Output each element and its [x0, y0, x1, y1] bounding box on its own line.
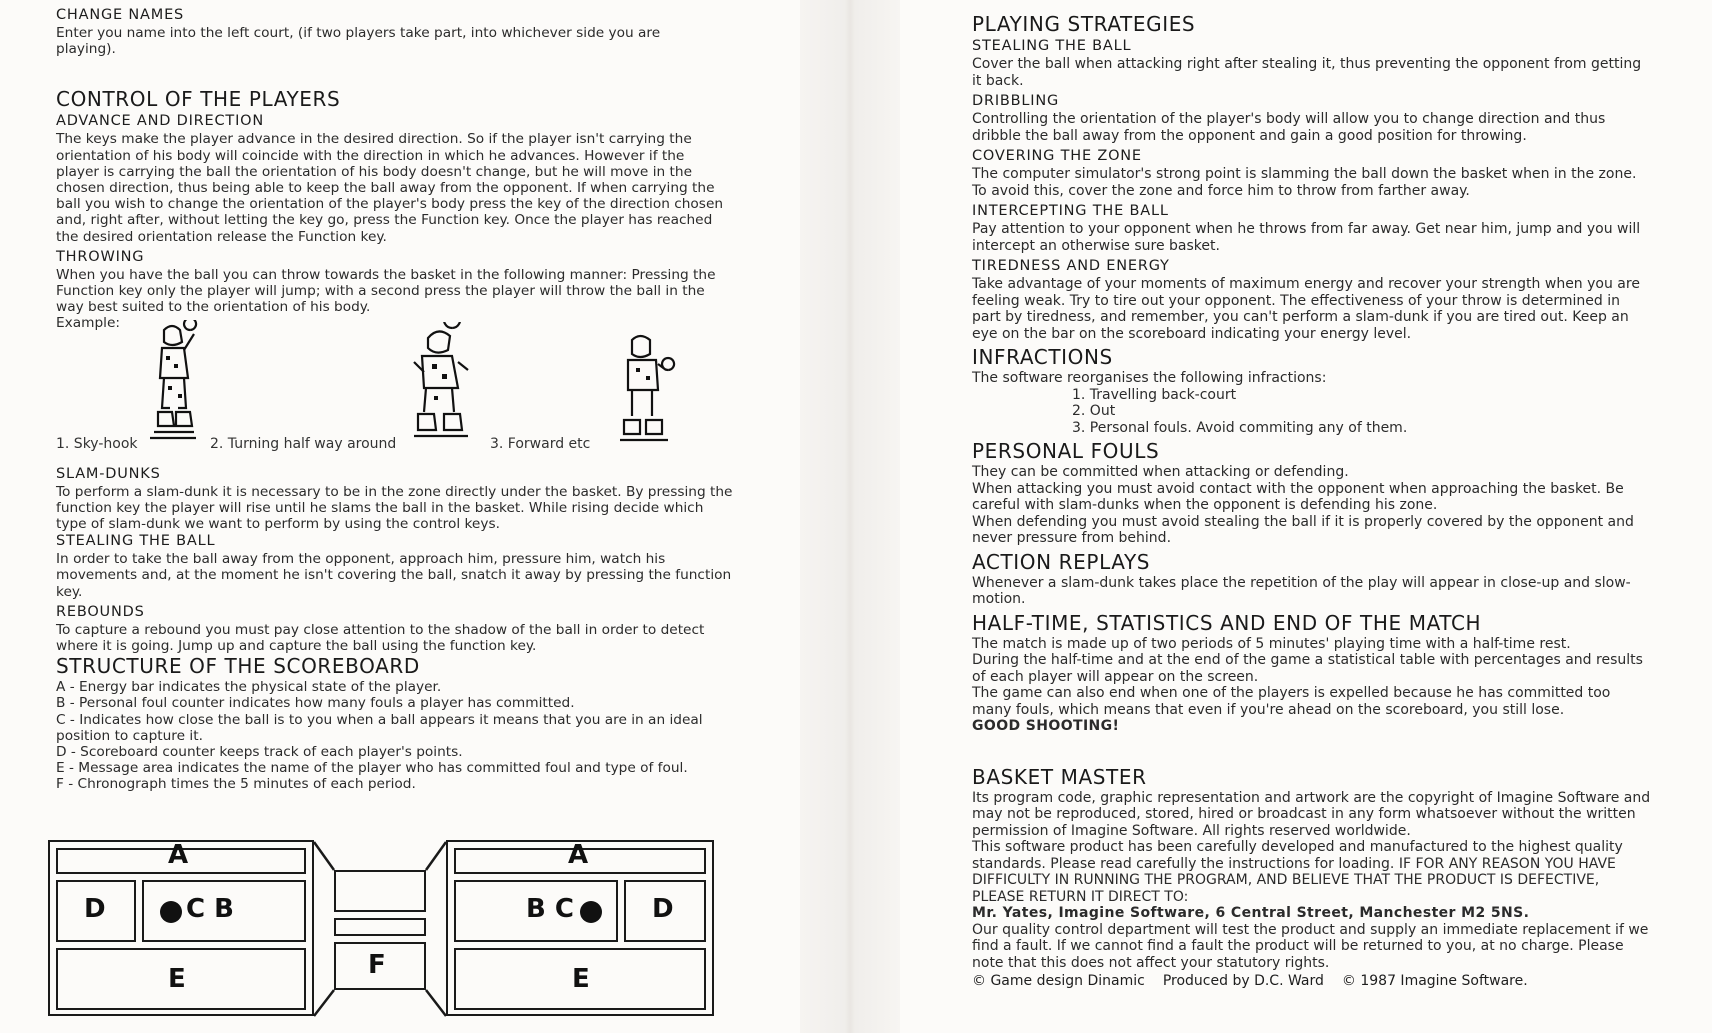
scoreboard-item-e: E - Message area indicates the name of the player who has committed foul and type of foul. [56, 760, 688, 777]
strategy-heading-dribbling: DRIBBLING [972, 93, 1060, 109]
credit-design: © Game design Dinamic [972, 973, 1145, 989]
example-2-label: 2. Turning half way around [210, 435, 397, 452]
throwing-examples [56, 330, 736, 457]
left-ball-indicator [160, 901, 182, 923]
halftime-title: HALF-TIME, STATISTICS AND END OF THE MATCH [972, 610, 1482, 635]
rebounds-heading: REBOUNDS [56, 603, 145, 620]
personal-fouls-line-3: When defending you must avoid stealing the ball if it is properly covered by the opponent and never pressure from behind. [972, 513, 1634, 546]
sky-hook-figure [144, 320, 204, 450]
credits-line [972, 973, 1652, 990]
halftime-line-3: The game can also end when one of the players is expelled because he has committed too many fouls, which means that even if you're ahead on the scoreboard, you still lose. [972, 685, 1611, 718]
strategy-text-covering: The computer simulator's strong point is slamming the ball down the basket when in the zone. To avoid this, cover the zone and force him to throw from farther away. [972, 166, 1637, 199]
turning-figure [408, 322, 478, 452]
left-label-d: D [84, 894, 106, 924]
rebounds-text: To capture a rebound you must pay close attention to the shadow of the ball in order to detect where it is going. Jump up and capture the ball using the function key. [56, 621, 705, 655]
strategy-heading-covering: COVERING THE ZONE [972, 148, 1142, 164]
center-label-f: F [368, 950, 386, 980]
strategy-text-intercepting: Pay attention to your opponent when he throws from far away. Get near him, jump and you will intercept an otherwise sure basket. [972, 221, 1641, 254]
advance-text: The keys make the player advance in the desired direction. So if the player isn't carrying the orientation of his body will coincide with the direction in which he advances. However if the player is carrying the ball the orientation of his body doesn't change, but he will move in the chosen direction, thus being able to keep the ball away from the opponent. If when carrying the ball you wish to change the orientation of the player's body press the key of the direction chosen and, right after, without letting the key go, press the Function key. Once the player has reached the desired orientation release the Function key. [56, 131, 724, 245]
scoreboard-item-f: F - Chronograph times the 5 minutes of each period. [56, 776, 416, 793]
left-label-cb: C B [186, 894, 234, 924]
left-page [0, 0, 800, 1033]
strategy-heading-intercepting: INTERCEPTING THE BALL [972, 203, 1169, 219]
change-names-heading: CHANGE NAMES [56, 7, 185, 23]
replays-text: Whenever a slam-dunk takes place the repetition of the play will appear in close-up and slow-motion. [972, 574, 1631, 607]
replays-title: ACTION REPLAYS [972, 549, 1151, 574]
infraction-item: 2. Out [1072, 403, 1116, 419]
personal-fouls-line-1: They can be committed when attacking or defending. [972, 464, 1349, 480]
strategies-title: PLAYING STRATEGIES [972, 12, 1196, 36]
strategy-text-tiredness: Take advantage of your moments of maximum energy and recover your strength when you are feeling weak. Try to tire out your opponent. The effectiveness of your throw is determined in part by tiredness, and remember, you can't perform a slam-dunk if you are tired out. Keep an eye on the bar on the scoreboard indicating your energy level. [972, 276, 1640, 342]
halftime-line-2: During the half-time and at the end of the game a statistical table with percentages and results of each player will appear on the screen. [972, 652, 1643, 685]
book-gutter [800, 0, 900, 1033]
scoreboard-diagram [48, 840, 714, 1018]
change-names-text: Enter you name into the left court, (if two players take part, into whichever side you are playing). [56, 25, 661, 58]
throwing-heading: THROWING [56, 248, 145, 265]
personal-fouls-title: PERSONAL FOULS [972, 439, 1160, 463]
slam-dunks-text: To perform a slam-dunk it is necessary to be in the zone directly under the basket. By pressing the function key the player will rise until he slams the ball in the basket. While rising decide which type of slam-dunk we want to perform by using the control keys. [56, 483, 733, 533]
halftime-line-1: The match is made up of two periods of 5 minutes' playing time with a half-time rest. [972, 635, 1571, 652]
copyright-text: Its program code, graphic representation and artwork are the copyright of Imagine Software and may not be reproduced, stored, hired or broadcast in any form whatsoever without the written permission of Imagine Software. All rights reserved worldwide. [972, 789, 1651, 839]
control-title: CONTROL OF THE PLAYERS [56, 87, 341, 112]
slam-dunks-heading: SLAM-DUNKS [56, 465, 161, 482]
scoreboard-item-d: D - Scoreboard counter keeps track of each player's points. [56, 744, 463, 761]
basket-master-title: BASKET MASTER [972, 764, 1147, 789]
credit-copyright: © 1987 Imagine Software. [1341, 973, 1528, 989]
left-column [56, 6, 736, 793]
right-column [972, 12, 1652, 990]
infractions-title: INFRACTIONS [972, 345, 1113, 369]
example-1-label: 1. Sky-hook [56, 435, 138, 452]
example-label: Example: [56, 315, 120, 332]
infraction-item: 1. Travelling back-court [1072, 386, 1237, 403]
scoreboard-item-b: B - Personal foul counter indicates how many fouls a player has committed. [56, 695, 575, 712]
right-ball-indicator [580, 901, 602, 923]
strategy-heading-tiredness: TIREDNESS AND ENERGY [972, 258, 1170, 274]
scoreboard-item-a: A - Energy bar indicates the physical state of the player. [56, 679, 442, 696]
advance-heading: ADVANCE AND DIRECTION [56, 113, 265, 130]
left-label-e: E [168, 964, 186, 994]
right-page [900, 0, 1712, 1033]
infractions-list [972, 387, 1652, 437]
left-label-a: A [168, 840, 189, 870]
right-label-a: A [568, 840, 589, 870]
return-address: Mr. Yates, Imagine Software, 6 Central Street, Manchester M2 5NS. [972, 905, 1530, 921]
quality-text: This software product has been carefully developed and manufactured to the highest quality standards. Please read carefully the instructions for loading. IF FOR ANY REASON YOU HAVE DIFFICULTY IN RUNNING THE PROGRAM, AND BELIEVE THAT THE PRODUCT IS DEFECTIVE, PLEASE RETURN IT DIRECT TO: [972, 839, 1623, 905]
stealing-text: In order to take the ball away from the opponent, approach him, pressure him, watch his movements and, at the moment he isn't covering the ball, snatch it away by pressing the function key. [56, 551, 732, 600]
strategy-text-stealing: Cover the ball when attacking right after stealing it, thus preventing the opponent from getting it back. [972, 56, 1642, 89]
center-top-box [334, 870, 426, 912]
personal-fouls-line-2: When attacking you must avoid contact with the opponent when approaching the basket. Be careful with slam-dunks when the opponent is defending his zone. [972, 480, 1624, 513]
infractions-intro: The software reorganises the following infractions: [972, 370, 1327, 386]
throwing-text: When you have the ball you can throw towards the basket in the following manner: Pressing the Function key only the player will jump; with a second press the player will throw the ball in the way best suited to the orientation of his body. [56, 266, 716, 316]
example-3-label: 3. Forward etc [490, 435, 591, 452]
stealing-heading: STEALING THE BALL [56, 533, 216, 550]
right-label-e: E [572, 964, 590, 994]
credit-producer: Produced by D.C. Ward [1162, 973, 1324, 989]
scoreboard-item-c: C - Indicates how close the ball is to you when a ball appears it means that you are in an ideal position to capture it. [56, 711, 703, 744]
good-shooting: GOOD SHOOTING! [972, 718, 1120, 734]
forward-figure [616, 330, 676, 454]
strategy-heading-stealing: STEALING THE BALL [972, 38, 1132, 54]
strategy-text-dribbling: Controlling the orientation of the player's body will allow you to change direction and thus dribble the ball away from the opponent and gain a good position for throwing. [972, 111, 1606, 144]
returns-text: Our quality control department will test the product and supply an immediate replacement if we find a fault. If we cannot find a fault the product will be returned to you, at no charge. Please note that this does not affect your statutory rights. [972, 921, 1649, 971]
right-label-d: D [652, 894, 674, 924]
right-label-bc: B C [526, 894, 574, 924]
center-mid-box [334, 918, 426, 936]
scoreboard-title: STRUCTURE OF THE SCOREBOARD [56, 654, 420, 679]
infraction-item: 3. Personal fouls. Avoid commiting any of them. [1072, 419, 1408, 436]
